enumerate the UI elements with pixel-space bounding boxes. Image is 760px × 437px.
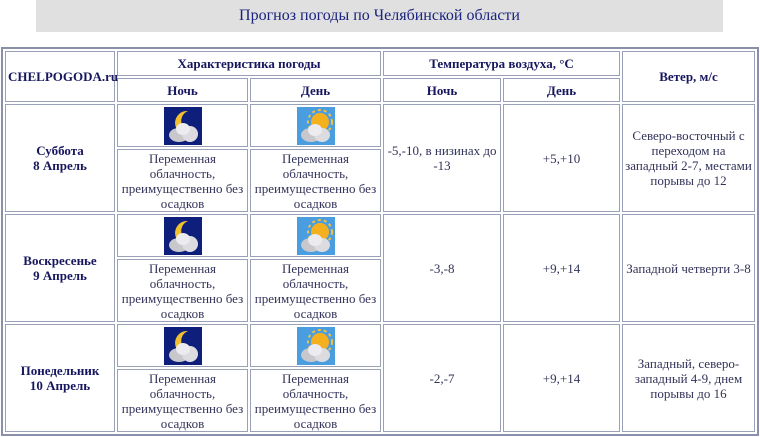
temp-night: -2,-7 [383, 324, 501, 432]
sun-cloud-icon [297, 217, 335, 255]
day-row [5, 214, 755, 257]
night-icon-cell [117, 214, 248, 257]
brand-link[interactable]: CHELPOGODA.ru [5, 51, 115, 102]
day-name: Суббота [36, 143, 84, 158]
wind: Западной четверти 3-8 [622, 214, 755, 322]
weather-header: Характеристика погоды [117, 51, 381, 76]
day-description: Переменная облачность, преимущественно без осадков [250, 149, 381, 212]
forecast-table [1, 47, 759, 436]
moon-cloud-icon [164, 327, 202, 365]
day-date: 9 Апрель [33, 268, 87, 283]
temp-night: -5,-10, в низинах до -13 [383, 104, 501, 212]
temp-day-header: День [503, 78, 620, 102]
wind: Северо-восточный с переходом на западный 2-7, местами порывы до 12 [622, 104, 755, 212]
temp-night-header: Ночь [383, 78, 501, 102]
day-row [5, 104, 755, 147]
day-name: Понедельник [20, 363, 100, 378]
temp-day: +5,+10 [503, 104, 620, 212]
night-description: Переменная облачность, преимущественно без осадков [117, 369, 248, 432]
day-date: 10 Апрель [29, 378, 91, 393]
weather-night-header: Ночь [117, 78, 248, 102]
moon-cloud-icon [164, 107, 202, 145]
temp-night: -3,-8 [383, 214, 501, 322]
day-label [5, 214, 115, 322]
weather-day-header: День [250, 78, 381, 102]
night-description: Переменная облачность, преимущественно без осадков [117, 149, 248, 212]
day-label [5, 324, 115, 432]
day-date: 8 Апрель [33, 158, 87, 173]
night-icon-cell [117, 324, 248, 367]
day-icon-cell [250, 324, 381, 367]
temp-header: Температура воздуха, °С [383, 51, 620, 76]
night-icon-cell [117, 104, 248, 147]
day-name: Воскресенье [23, 253, 97, 268]
page-title: Прогноз погоды по Челябинской области [36, 0, 723, 32]
day-icon-cell [250, 104, 381, 147]
day-description: Переменная облачность, преимущественно без осадков [250, 369, 381, 432]
day-label [5, 104, 115, 212]
night-description: Переменная облачность, преимущественно без осадков [117, 259, 248, 322]
sun-cloud-icon [297, 107, 335, 145]
temp-day: +9,+14 [503, 214, 620, 322]
moon-cloud-icon [164, 217, 202, 255]
wind-header: Ветер, м/с [622, 51, 755, 102]
wind: Западный, северо-западный 4-9, днем порывы до 16 [622, 324, 755, 432]
temp-day: +9,+14 [503, 324, 620, 432]
day-description: Переменная облачность, преимущественно без осадков [250, 259, 381, 322]
day-icon-cell [250, 214, 381, 257]
sun-cloud-icon [297, 327, 335, 365]
day-row [5, 324, 755, 367]
